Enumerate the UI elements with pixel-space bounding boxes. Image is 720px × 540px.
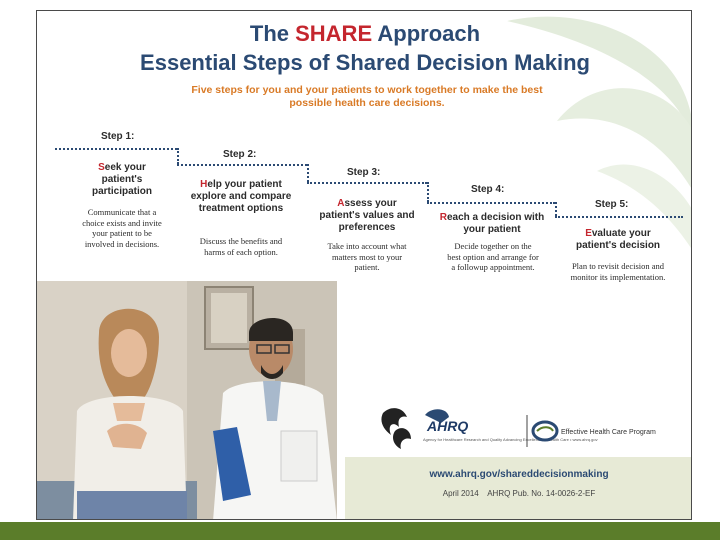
svg-text:Effective Health Care Program: Effective Health Care Program xyxy=(561,429,656,436)
poster-title: The SHARE Approach xyxy=(249,21,481,46)
step-5-label: Step 5: xyxy=(595,199,629,210)
poster-subtitle: Five steps for you and your patients to work together to make the best possible health care decisions. xyxy=(191,84,543,109)
step-divider xyxy=(427,182,429,202)
step-divider xyxy=(55,148,177,150)
step-2-heading: Help your patient explore and compare treatment options xyxy=(190,179,292,214)
step-1-heading: Seek your patient's participation xyxy=(91,162,152,197)
step-divider xyxy=(555,216,683,218)
step-4-description: Decide together on the best option and arrange for a followup appointment. xyxy=(447,241,539,272)
step-divider xyxy=(177,148,179,164)
slide-bottom-bar xyxy=(0,522,720,540)
svg-text:AHRQ: AHRQ xyxy=(427,418,469,434)
step-divider xyxy=(555,202,557,216)
step-divider xyxy=(427,202,555,204)
footer-url: www.ahrq.gov/shareddecisionmaking xyxy=(429,469,609,480)
poster-title-line2: Essential Steps of Shared Decision Making xyxy=(140,50,590,75)
step-divider xyxy=(177,164,307,166)
share-poster xyxy=(36,10,692,520)
step-divider xyxy=(307,182,427,184)
hhs-eagle-icon xyxy=(381,408,411,449)
step-3-description: Take into account what matters most to your patient. xyxy=(327,241,407,272)
step-2-description: Discuss the benefits and harms of each option. xyxy=(199,236,283,257)
footer-publication: April 2014 AHRQ Pub. No. 14-0026-2-EF xyxy=(442,489,596,498)
ahrq-tagline: Agency for Healthcare Research and Quality Advancing Excellence in Health Care • www.ahrq.gov xyxy=(423,437,598,442)
step-2-label: Step 2: xyxy=(223,149,257,160)
step-4-heading: Reach a decision with your patient xyxy=(439,212,545,235)
doctor-patient-photo xyxy=(37,281,337,520)
step-5-description: Plan to revisit decision and monitor its implementation. xyxy=(570,261,666,282)
step-3-label: Step 3: xyxy=(347,167,381,178)
step-1-label: Step 1: xyxy=(101,131,135,142)
agency-logos xyxy=(377,401,677,457)
step-3-heading: Assess your patient's values and preferences xyxy=(319,198,415,233)
step-1-description: Communicate that a choice exists and invite your patient to be involved in decisions. xyxy=(82,207,162,249)
step-divider xyxy=(307,164,309,182)
step-4-label: Step 4: xyxy=(471,184,505,195)
footer-band xyxy=(345,457,692,520)
step-5-heading: Evaluate your patient's decision xyxy=(575,228,661,251)
